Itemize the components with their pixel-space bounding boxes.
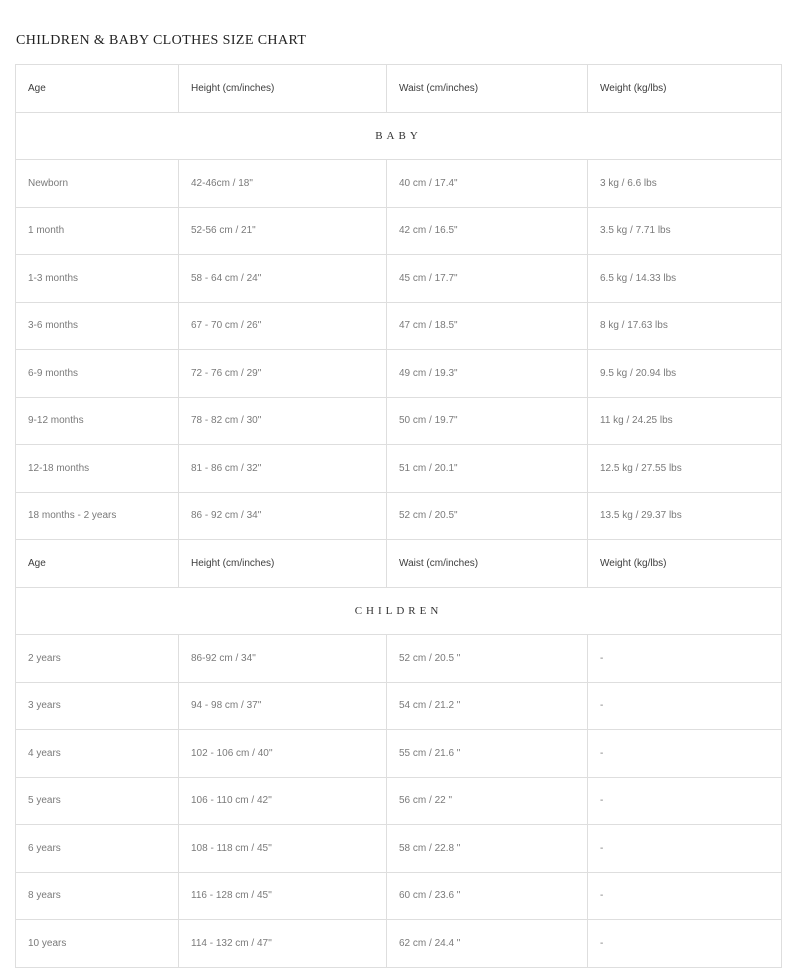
- height-cell: 94 - 98 cm / 37'': [179, 682, 387, 730]
- age-cell: 18 months - 2 years: [16, 492, 179, 540]
- weight-cell: -: [588, 920, 782, 968]
- height-cell: 114 - 132 cm / 47'': [179, 920, 387, 968]
- age-cell: 1-3 months: [16, 255, 179, 303]
- waist-cell: 50 cm / 19.7": [387, 397, 588, 445]
- weight-header: Weight (kg/lbs): [588, 540, 782, 588]
- weight-cell: 8 kg / 17.63 lbs: [588, 302, 782, 350]
- waist-cell: 58 cm / 22.8 ": [387, 825, 588, 873]
- waist-cell: 60 cm / 23.6 ": [387, 872, 588, 920]
- section-heading: CHILDREN: [16, 587, 782, 635]
- waist-cell: 62 cm / 24.4 ": [387, 920, 588, 968]
- weight-cell: -: [588, 682, 782, 730]
- waist-cell: 55 cm / 21.6 ": [387, 730, 588, 778]
- waist-cell: 56 cm / 22 ": [387, 777, 588, 825]
- weight-cell: 13.5 kg / 29.37 lbs: [588, 492, 782, 540]
- table-row: [16, 302, 782, 350]
- height-cell: 106 - 110 cm / 42'': [179, 777, 387, 825]
- waist-cell: 52 cm / 20.5": [387, 492, 588, 540]
- table-row: [16, 445, 782, 493]
- table-row: [16, 777, 782, 825]
- table-row: [16, 825, 782, 873]
- height-cell: 52-56 cm / 21": [179, 207, 387, 255]
- table-row: [16, 160, 782, 208]
- height-cell: 81 - 86 cm / 32": [179, 445, 387, 493]
- age-cell: 4 years: [16, 730, 179, 778]
- height-cell: 78 - 82 cm / 30": [179, 397, 387, 445]
- section-heading-row: [16, 587, 782, 635]
- waist-cell: 51 cm / 20.1": [387, 445, 588, 493]
- table-row: [16, 682, 782, 730]
- weight-cell: -: [588, 635, 782, 683]
- column-header-row: [16, 65, 782, 113]
- weight-cell: 6.5 kg / 14.33 lbs: [588, 255, 782, 303]
- height-header: Height (cm/inches): [179, 540, 387, 588]
- age-header: Age: [16, 540, 179, 588]
- height-cell: 116 - 128 cm / 45'': [179, 872, 387, 920]
- table-row: [16, 635, 782, 683]
- height-cell: 108 - 118 cm / 45'': [179, 825, 387, 873]
- height-cell: 58 - 64 cm / 24": [179, 255, 387, 303]
- age-header: Age: [16, 65, 179, 113]
- table-row: [16, 730, 782, 778]
- waist-cell: 47 cm / 18.5": [387, 302, 588, 350]
- waist-cell: 42 cm / 16.5": [387, 207, 588, 255]
- age-cell: 6 years: [16, 825, 179, 873]
- table-row: [16, 920, 782, 968]
- waist-cell: 45 cm / 17.7": [387, 255, 588, 303]
- weight-cell: -: [588, 872, 782, 920]
- column-header-row: [16, 540, 782, 588]
- age-cell: 3 years: [16, 682, 179, 730]
- weight-cell: 11 kg / 24.25 lbs: [588, 397, 782, 445]
- height-cell: 67 - 70 cm / 26": [179, 302, 387, 350]
- height-cell: 86 - 92 cm / 34": [179, 492, 387, 540]
- page-title: CHILDREN & BABY CLOTHES SIZE CHART: [16, 33, 307, 48]
- weight-cell: 3 kg / 6.6 lbs: [588, 160, 782, 208]
- age-cell: 3-6 months: [16, 302, 179, 350]
- table-row: [16, 492, 782, 540]
- age-cell: 5 years: [16, 777, 179, 825]
- age-cell: 9-12 months: [16, 397, 179, 445]
- waist-cell: 54 cm / 21.2 ": [387, 682, 588, 730]
- weight-cell: 12.5 kg / 27.55 lbs: [588, 445, 782, 493]
- age-cell: 2 years: [16, 635, 179, 683]
- size-chart-table: [15, 64, 782, 968]
- section-heading: BABY: [16, 112, 782, 160]
- age-cell: 8 years: [16, 872, 179, 920]
- height-cell: 42-46cm / 18": [179, 160, 387, 208]
- weight-cell: -: [588, 730, 782, 778]
- height-cell: 86-92 cm / 34'': [179, 635, 387, 683]
- weight-cell: 3.5 kg / 7.71 lbs: [588, 207, 782, 255]
- age-cell: 10 years: [16, 920, 179, 968]
- waist-cell: 49 cm / 19.3": [387, 350, 588, 398]
- age-cell: 1 month: [16, 207, 179, 255]
- weight-cell: -: [588, 777, 782, 825]
- waist-cell: 52 cm / 20.5 ": [387, 635, 588, 683]
- table-row: [16, 255, 782, 303]
- table-row: [16, 397, 782, 445]
- weight-cell: -: [588, 825, 782, 873]
- size-chart-body: [16, 65, 782, 968]
- waist-header: Waist (cm/inches): [387, 540, 588, 588]
- weight-header: Weight (kg/lbs): [588, 65, 782, 113]
- height-header: Height (cm/inches): [179, 65, 387, 113]
- table-row: [16, 350, 782, 398]
- height-cell: 102 - 106 cm / 40'': [179, 730, 387, 778]
- waist-header: Waist (cm/inches): [387, 65, 588, 113]
- age-cell: 12-18 months: [16, 445, 179, 493]
- age-cell: Newborn: [16, 160, 179, 208]
- table-row: [16, 872, 782, 920]
- height-cell: 72 - 76 cm / 29": [179, 350, 387, 398]
- section-heading-row: [16, 112, 782, 160]
- age-cell: 6-9 months: [16, 350, 179, 398]
- weight-cell: 9.5 kg / 20.94 lbs: [588, 350, 782, 398]
- table-row: [16, 207, 782, 255]
- waist-cell: 40 cm / 17.4": [387, 160, 588, 208]
